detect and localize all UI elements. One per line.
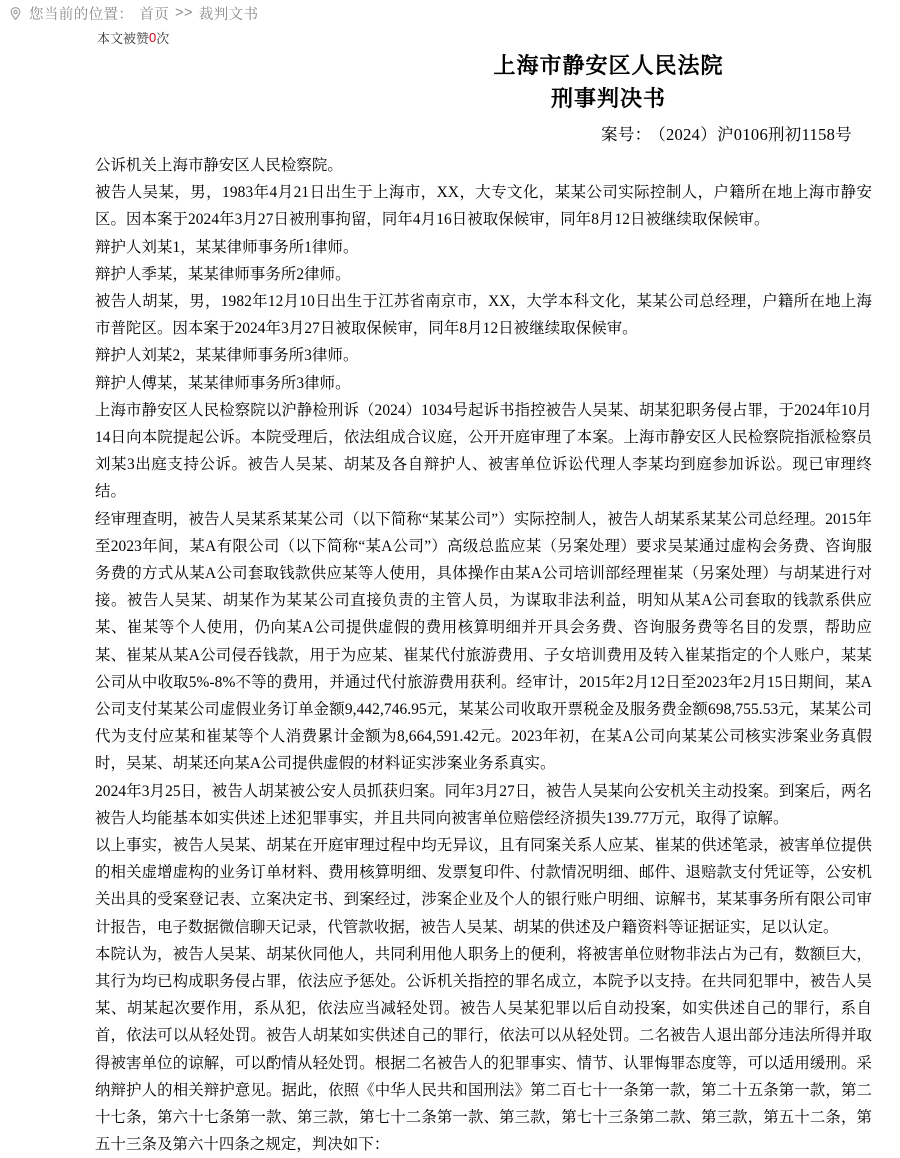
paragraph: 辩护人刘某1，某某律师事务所1律师。 — [95, 238, 359, 256]
like-counter — [0, 26, 900, 48]
breadcrumb-link-home[interactable]: 首页 — [139, 6, 170, 23]
court-name: 上海市静安区人民法院 — [493, 53, 724, 78]
like-count-value: 0 — [149, 29, 157, 45]
breadcrumb-separator: >> — [175, 5, 193, 21]
judgment-body — [95, 152, 872, 1158]
breadcrumb — [0, 0, 900, 26]
paragraph: 辩护人刘某2，某某律师事务所3律师。 — [95, 347, 359, 365]
case-number-value: （2024）沪0106刑初1158号 — [657, 124, 852, 144]
paragraph: 被告人胡某，男，1982年12月10日出生于江苏省南京市，XX，大学本科文化，某某公司总经理，户籍所在地上海市普陀区。因本案于2024年3月27日被取保候审，同年8月12日被继续取保候审。 — [95, 292, 872, 338]
paragraph: 本院认为，被告人吴某、胡某伙同他人，共同利用他人职务上的便利，将被害单位财物非法占为己有，数额巨大，其行为均已构成职务侵占罪，依法应予惩处。公诉机关指控的罪名成立，本院予以支持。在共同犯罪中，被告人吴某、胡某起次要作用，系从犯，依法应当减轻处罚。被告人吴某犯罪以后自动投案，如实供述自己的罪行，系自首，依法可以从轻处罚。被告人胡某如实供述自己的罪行，依法可以从轻处罚。二名被告人退出部分违法所得并取得被害单位的谅解，可以酌情从轻处罚。根据二名被告人的犯罪事实、情节、认罪悔罪态度等，可以适用缓刑。采纳辩护人的相关辩护意见。据此，依照《中华人民共和国刑法》第二百七十一条第一款，第二十五条第一款，第二十七条，第六十七条第一款、第三款，第七十二条第一款、第三款，第七十三条第二款、第三款，第五十二条，第五十三条及第六十四条之规定，判决如下： — [95, 945, 872, 1154]
paragraph: 上海市静安区人民检察院以沪静检刑诉（2024）1034号起诉书指控被告人吴某、胡某犯职务侵占罪，于2024年10月14日向本院提起公诉。本院受理后，依法组成合议庭，公开开庭审理了本案。上海市静安区人民检察院指派检察员刘某3出庭支持公诉。被告人吴某、胡某及各自辩护人、被害单位诉讼代理人李某均到庭参加诉讼。现已审理终结。 — [95, 401, 872, 501]
paragraph: 被告人吴某，男，1983年4月21日出生于上海市，XX，大专文化，某某公司实际控制人，户籍所在地上海市静安区。因本案于2024年3月27日被刑事拘留，同年4月16日被取保候审，同年8月12日被继续取保候审。 — [95, 184, 872, 229]
paragraph: 2024年3月25日，被告人胡某被公安人员抓获归案。同年3月27日，被告人吴某向公安机关主动投案。到案后，两名被告人均能基本如实供述上述犯罪事实，并且共同向被害单位赔偿经济损失139.77万元，取得了谅解。 — [95, 782, 872, 827]
paragraph: 经审理查明，被告人吴某系某某公司（以下简称“某某公司”）实际控制人，被告人胡某系某某公司总经理。2015年至2023年间，某A有限公司（以下简称“某A公司”）高级总监应某（另案处理）要求吴某通过虚构会务费、咨询服务费的方式从某A公司套取钱款供应某等人使用，具体操作由某A公司培训部经理崔某（另案处理）与胡某进行对接。被告人吴某、胡某作为某某公司直接负责的主管人员，为谋取非法利益，明知从某A公司套取的钱款系供应某、崔某等个人使用，仍向某A公司提供虚假的费用核算明细并开具会务费、咨询服务费等名目的发票，帮助应某、崔某从某A公司侵吞钱款，用于为应某、崔某代付旅游费用、子女培训费用及转入崔某指定的个人账户，某某公司从中收取5%-8%不等的费用，并通过代付旅游费用获利。经审计，2015年2月12日至2023年2月15日期间，某A公司支付某某公司虚假业务订单金额9,442,746.95元，某某公司收取开票税金及服务费金额698,755.53元，某某公司代为支付应某和崔某等个人消费累计金额为8,664,591.42元。2023年初，在某A公司向某某公司核实涉案业务真假时，吴某、胡某还向某A公司提供虚假的材料证实涉案业务系真实。 — [95, 510, 872, 773]
judgment-document — [0, 48, 900, 1158]
case-number-label: 案号： — [601, 124, 652, 144]
paragraph: 公诉机关上海市静安区人民检察院。 — [95, 156, 343, 174]
paragraph: 辩护人傅某，某某律师事务所3律师。 — [95, 374, 351, 392]
case-number-line — [95, 121, 872, 145]
paragraph: 辩护人季某，某某律师事务所2律师。 — [95, 265, 351, 283]
paragraph: 以上事实，被告人吴某、胡某在开庭审理过程中均无异议，且有同案关系人应某、崔某的供述笔录，被害单位提供的相关虚增虚构的业务订单材料、费用核算明细、发票复印件、付款情况明细、邮件、退赔款支付凭证等，公安机关出具的受案登记表、立案决定书、到案经过，涉案企业及个人的银行账户明细、谅解书，某某事务所有限公司审计报告，电子数据微信聊天记录，代管款收据，被告人吴某、胡某的供述及户籍资料等证据证实，足以认定。 — [95, 836, 872, 936]
breadcrumb-label: 您当前的位置： — [29, 6, 134, 23]
like-prefix-label: 本文被赞 — [97, 30, 150, 46]
document-type-title: 刑事判决书 — [550, 85, 666, 111]
breadcrumb-current[interactable]: 裁判文书 — [198, 6, 259, 23]
location-pin-icon — [8, 6, 23, 21]
like-suffix-label: 次 — [156, 30, 170, 46]
